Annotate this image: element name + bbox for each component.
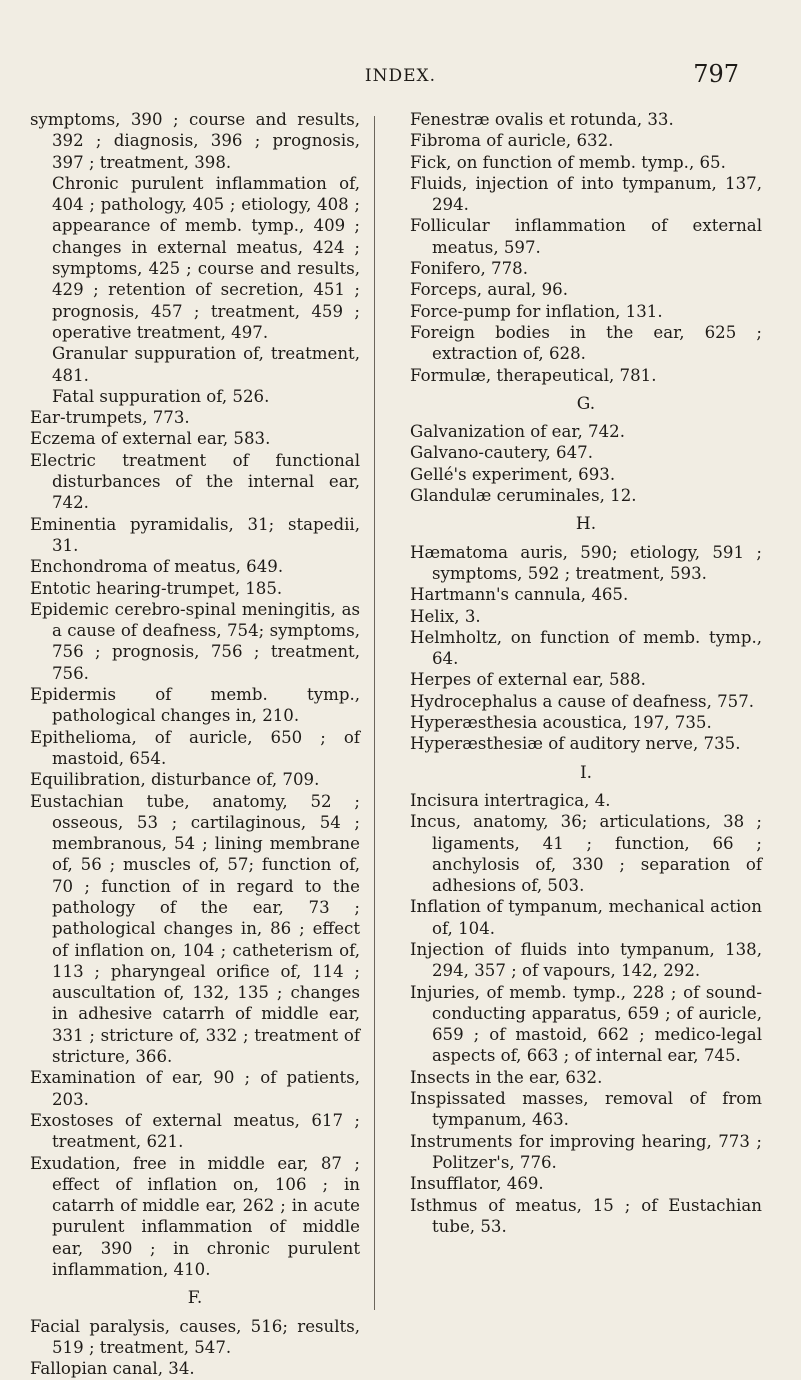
- index-entry: Inflation of tympanum, mechanical action of, 104.: [410, 897, 762, 938]
- index-entry: Hyperæsthesiæ of auditory nerve, 735.: [410, 734, 741, 754]
- index-entry: Equilibration, disturbance of, 709.: [30, 770, 320, 790]
- index-entry: Incisura intertragica, 4.: [410, 790, 611, 810]
- index-entry: Eustachian tube, anatomy, 52 ; osseous, 53 ; cartilaginous, 54 ; membranous, 54 ; lining membrane of, 56 ; muscles of, 57; function of, 70 ; function of in regard to the pathology of the ear, 73 ; pathological changes in, 86 ; effect of inflation on, 104 ; catheterism of, 113 ; pharyngeal orifice of, 114 ; auscultation of, 132, 135 ; changes in adhesive catarrh of middle ear, 331 ; stricture of, 332 ; treatment of stricture, 366.: [30, 791, 360, 1067]
- index-entry: Fibroma of auricle, 632.: [410, 131, 614, 151]
- index-entry: Inspissated masses, removal of from tympanum, 463.: [410, 1089, 762, 1130]
- section-letter: I.: [579, 762, 593, 783]
- index-entry: Facial paralysis, causes, 516; results, 519 ; treatment, 547.: [30, 1316, 360, 1357]
- index-entry: Injection of fluids into tympanum, 138, 294, 357 ; of vapours, 142, 292.: [410, 939, 762, 981]
- index-entry: Fonifero, 778.: [410, 259, 528, 279]
- index-entry: Electric treatment of functional disturbances of the internal ear, 742.: [30, 450, 360, 513]
- index-entry: Injuries, of memb. tymp., 228 ; of sound-conducting apparatus, 659 ; of auricle, 659 ; of mastoid, 662 ; medico-legal aspects of, 663 ; of internal ear, 745.: [410, 982, 762, 1066]
- section-letter: G.: [576, 393, 596, 414]
- index-entry: Examination of ear, 90 ; of patients, 203.: [30, 1068, 360, 1109]
- index-entry: Herpes of external ear, 588.: [410, 670, 646, 690]
- index-entry: Insects in the ear, 632.: [410, 1067, 603, 1087]
- left-column: [30, 109, 360, 1380]
- index-entry: Ear-trumpets, 773.: [30, 408, 190, 428]
- index-entry: Helix, 3.: [410, 606, 481, 626]
- index-entry: Helmholtz, on function of memb. tymp., 64.: [410, 627, 762, 669]
- index-subentry: Chronic purulent inflammation of, 404 ; pathology, 405 ; etiology, 408 ; appearance of memb. tymp., 409 ; changes in external meatus, 424 ; symptoms, 425 ; course and results, 429 ; retention of secretion, 451 ; prognosis, 457 ; treatment, 459 ; operative treatment, 497.: [52, 173, 360, 342]
- index-entry: Glandulæ ceruminales, 12.: [410, 486, 637, 506]
- index-entry: Follicular inflammation of external meatus, 597.: [410, 216, 762, 257]
- index-entry: Insufflator, 469.: [410, 1174, 544, 1194]
- index-entry: Enchondroma of meatus, 649.: [30, 557, 284, 577]
- section-letter: F.: [187, 1288, 203, 1309]
- index-entry: Fallopian canal, 34.: [30, 1359, 195, 1379]
- index-entry: Fluids, injection of into tympanum, 137, 294.: [410, 173, 762, 215]
- index-entry: Foreign bodies in the ear, 625 ; extraction of, 628.: [410, 322, 762, 364]
- index-entry: Epidermis of memb. tymp., pathological changes in, 210.: [30, 685, 360, 726]
- index-entry: Eczema of external ear, 583.: [30, 429, 271, 449]
- index-entry: Epidemic cerebro-spinal meningitis, as a cause of deafness, 754; symptoms, 756 ; prognosis, 756 ; treatment, 756.: [30, 599, 360, 683]
- section-letter: H.: [575, 514, 597, 535]
- index-entry: Isthmus of meatus, 15 ; of Eustachian tube, 53.: [410, 1195, 762, 1236]
- index-entry: Galvano-cautery, 647.: [410, 443, 593, 463]
- index-entry: Fenestræ ovalis et rotunda, 33.: [410, 110, 674, 129]
- index-entry: Forceps, aural, 96.: [410, 280, 568, 300]
- index-entry: Gellé's experiment, 693.: [410, 464, 616, 484]
- index-entry: Fick, on function of memb. tymp., 65.: [410, 152, 726, 172]
- index-entry-continued: symptoms, 390 ; course and results, 392 ; diagnosis, 396 ; prognosis, 397 ; treatment, 398.: [30, 110, 360, 172]
- right-column: [410, 109, 762, 1237]
- index-entry: Hyperæsthesia acoustica, 197, 735.: [410, 713, 712, 733]
- index-entry: Formulæ, therapeutical, 781.: [410, 365, 657, 385]
- index-entry: Epithelioma, of auricle, 650 ; of mastoid, 654.: [30, 727, 360, 768]
- index-subentry: Granular suppuration of, treatment, 481.: [52, 344, 360, 385]
- page-title: INDEX.: [364, 66, 437, 86]
- column-divider: [374, 116, 375, 1310]
- index-entry: Hartmann's cannula, 465.: [410, 585, 629, 605]
- index-entry: Eminentia pyramidalis, 31; stapedii, 31.: [30, 514, 360, 555]
- index-entry: Hæmatoma auris, 590; etiology, 591 ; symptoms, 592 ; treatment, 593.: [410, 542, 762, 583]
- index-entry: Galvanization of ear, 742.: [410, 422, 626, 442]
- index-entry: Incus, anatomy, 36; articulations, 38 ; ligaments, 41 ; function, 66 ; anchylosis of, 330 ; separation of adhesions of, 503.: [410, 812, 762, 896]
- index-entry: Entotic hearing-trumpet, 185.: [30, 578, 283, 598]
- index-entry: Instruments for improving hearing, 773 ; Politzer's, 776.: [410, 1131, 762, 1172]
- index-subentry: Fatal suppuration of, 526.: [52, 386, 270, 406]
- index-entry: Exostoses of external meatus, 617 ; treatment, 621.: [30, 1110, 360, 1152]
- index-entry: Exudation, free in middle ear, 87 ; effect of inflation on, 106 ; in catarrh of middle ear, 262 ; in acute purulent inflammation of middle ear, 390 ; in chronic purulent inflammation, 410.: [30, 1153, 360, 1280]
- page-header: [0, 60, 801, 100]
- page-number: 797: [693, 60, 739, 88]
- index-entry: Force-pump for inflation, 131.: [410, 301, 663, 321]
- index-entry: Hydrocephalus a cause of deafness, 757.: [410, 691, 755, 711]
